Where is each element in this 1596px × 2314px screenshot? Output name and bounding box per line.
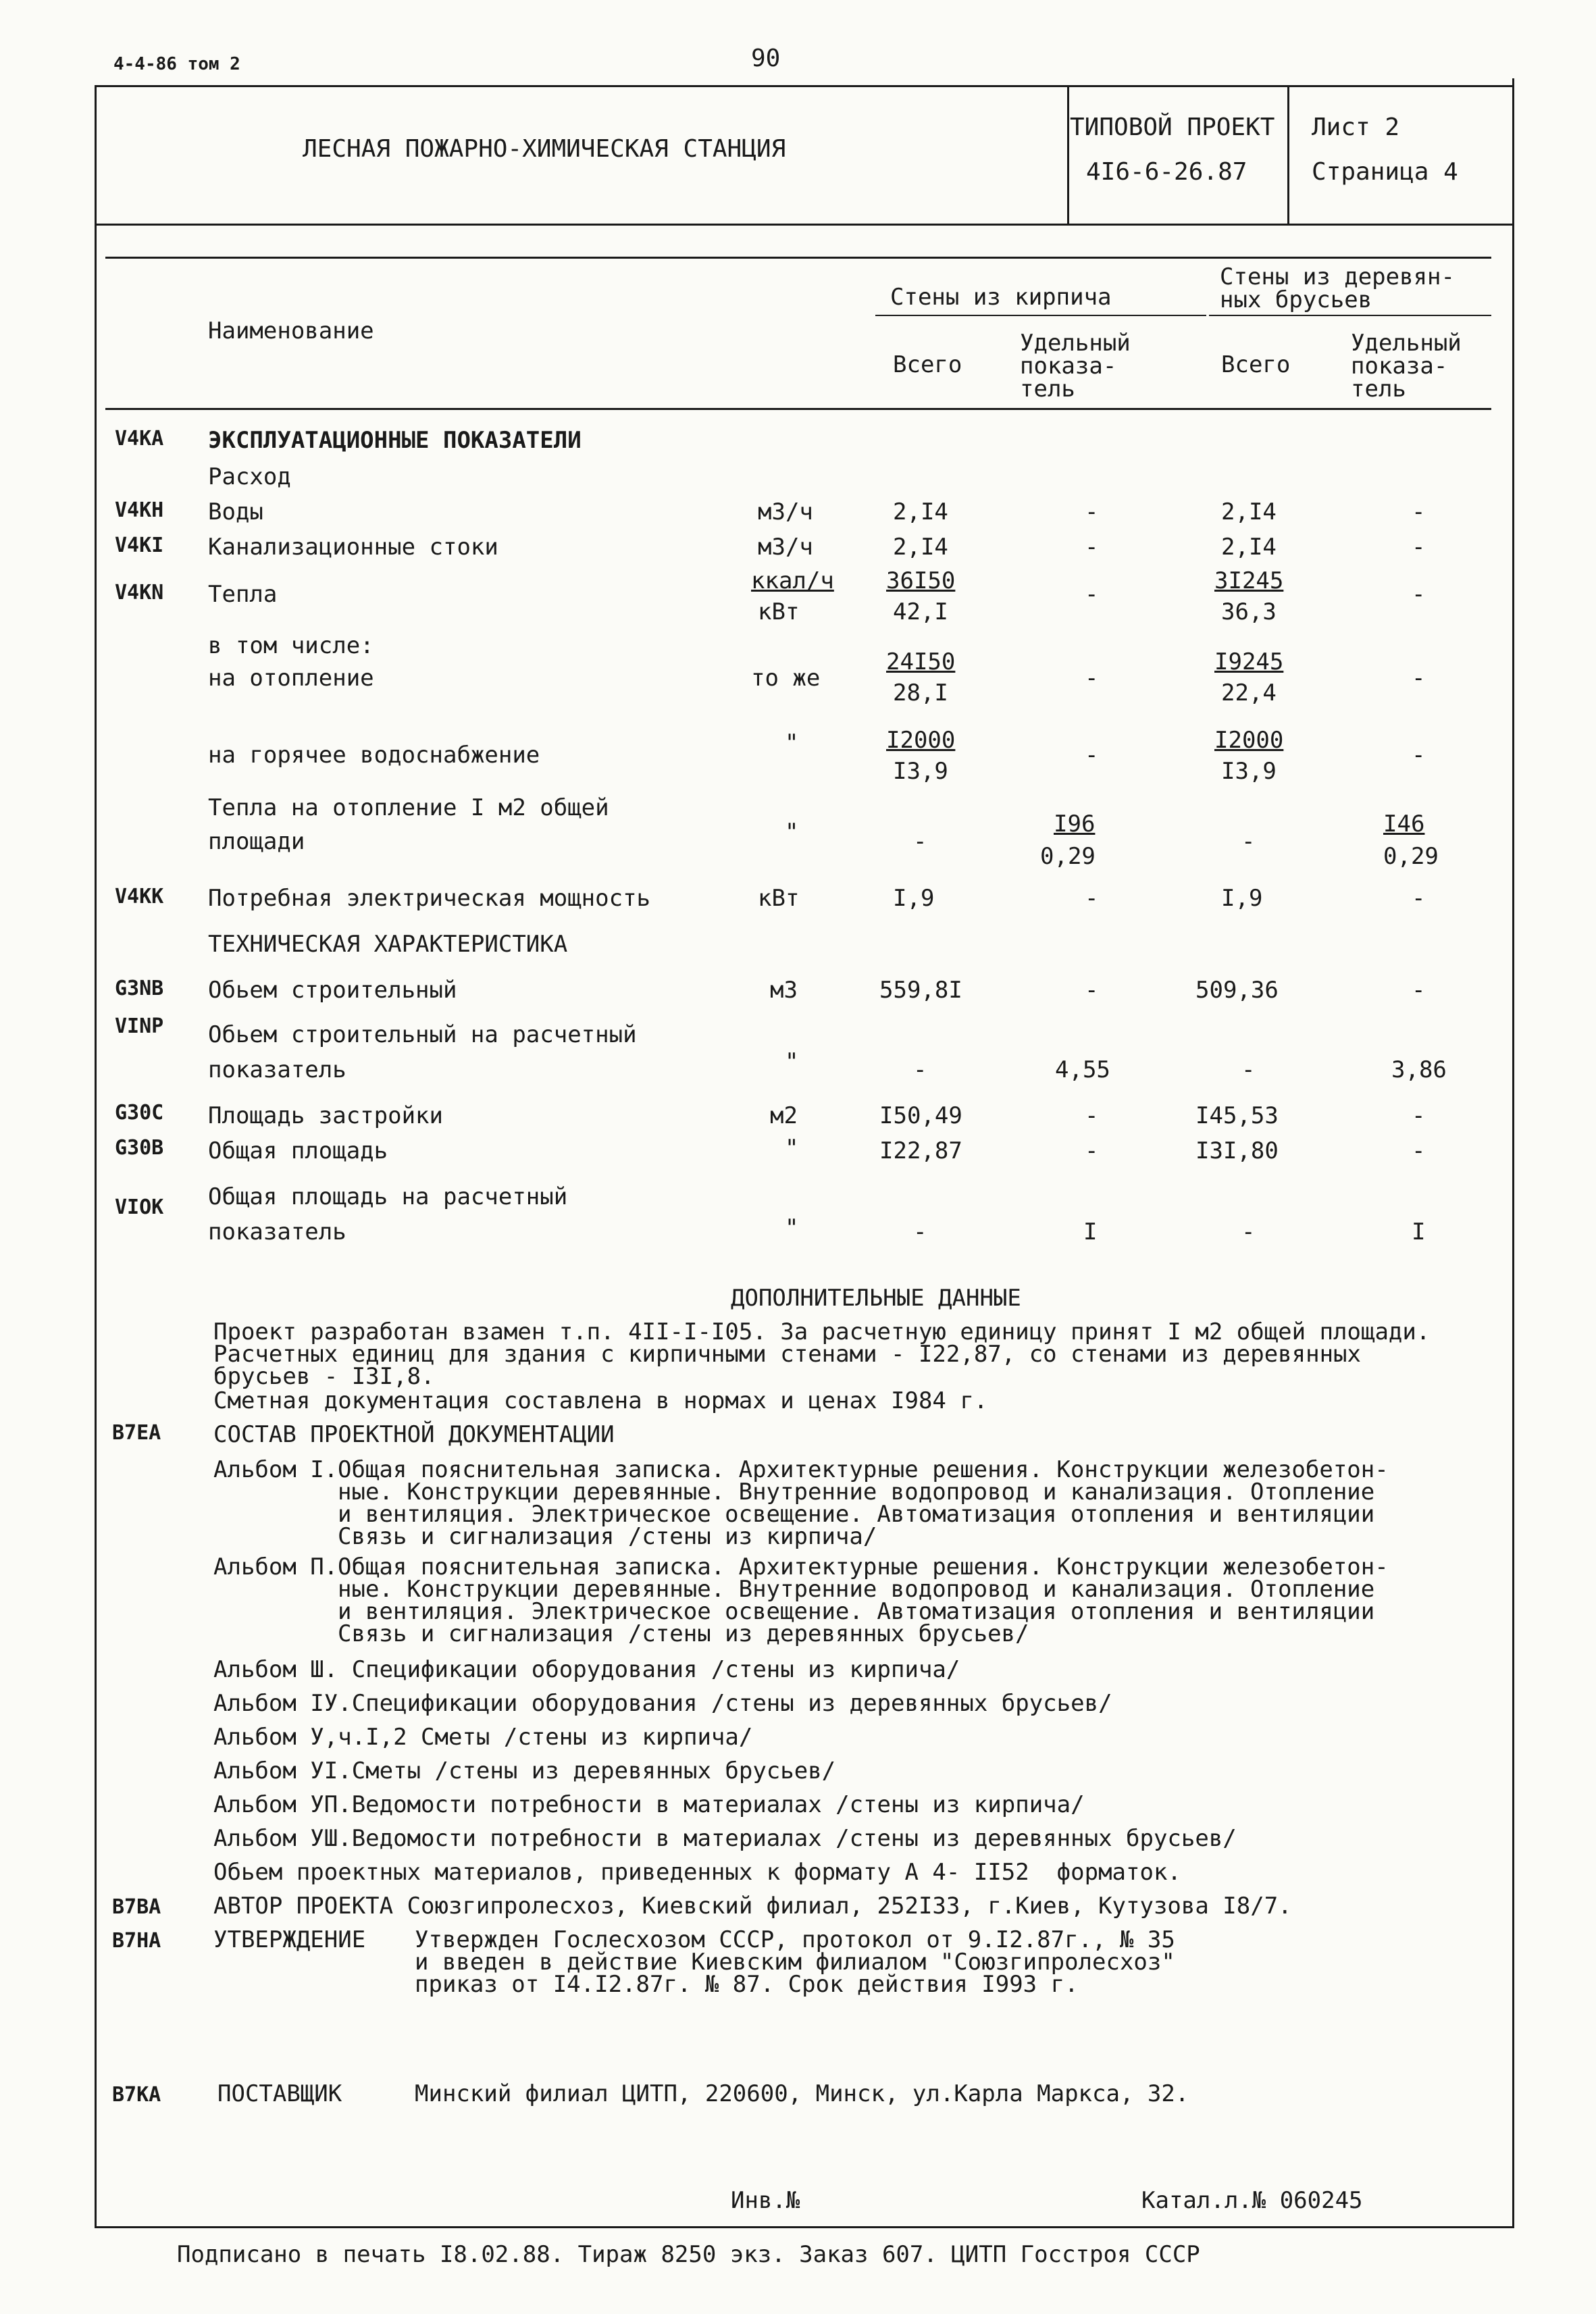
- sheet-number: Лист 2: [1312, 113, 1400, 141]
- album-line: Общая пояснительная записка. Архитектурные решения. Конструкции железобетон-: [338, 1553, 1389, 1580]
- approval-line: и введен в действие Киевским филиалом "Союзгипролесхоз": [415, 1949, 1175, 1976]
- header-brick-spec-2: показа-: [1020, 353, 1117, 380]
- document-reference: 4-4-86 том 2: [113, 54, 240, 74]
- wood-spec: 3,86: [1391, 1056, 1447, 1083]
- brick-header-rule: [875, 315, 1206, 316]
- header-wood-total: Всего: [1221, 351, 1291, 378]
- wood-total: -: [1241, 1056, 1256, 1083]
- header-wood-walls-2: ных брусьев: [1220, 286, 1372, 313]
- wood-spec: -: [1412, 742, 1426, 769]
- row-name: Воды: [208, 498, 263, 525]
- row-unit: кВт: [758, 885, 800, 912]
- table-top-rule: [105, 257, 1491, 259]
- approval-label: УТВЕРЖДЕНИЕ: [213, 1926, 366, 1953]
- row-code: G30C: [115, 1101, 164, 1125]
- approval-line: приказ от I4.I2.87г. № 87. Срок действия I993 г.: [415, 1971, 1079, 1998]
- frame-right: [1512, 78, 1514, 2228]
- brick-spec: -: [1085, 1102, 1099, 1129]
- frame-top: [95, 85, 1514, 87]
- wood-total: I45,53: [1195, 1102, 1279, 1129]
- composition-heading: СОСТАВ ПРОЕКТНОЙ ДОКУМЕНТАЦИИ: [213, 1421, 615, 1448]
- wood-total: -: [1241, 828, 1256, 855]
- header-wood-walls-1: Стены из деревян-: [1220, 263, 1455, 290]
- brick-spec: -: [1085, 581, 1099, 608]
- supplier-label: ПОСТАВЩИК: [217, 2080, 342, 2107]
- wood-spec-lower: 0,29: [1383, 843, 1439, 870]
- row-name-line-1: Тепла на отопление I м2 общей: [208, 794, 609, 821]
- row-code: V4KI: [115, 534, 164, 557]
- frame-bottom: [95, 2226, 1514, 2228]
- album-line: Общая пояснительная записка. Архитектурные решения. Конструкции железобетон-: [338, 1456, 1389, 1483]
- brick-total: 2,I4: [893, 498, 948, 525]
- frame-left: [95, 85, 97, 2228]
- wood-total-kcal: I9245: [1214, 648, 1284, 675]
- brick-total: I50,49: [879, 1102, 962, 1129]
- album-line: и вентиляция. Электрическое освещение. Автоматизация отопления и вентиляции: [338, 1501, 1375, 1528]
- brick-total-kw: 42,I: [893, 598, 948, 625]
- wood-header-rule: [1209, 315, 1491, 316]
- header-brick-total: Всего: [893, 351, 962, 378]
- wood-total: 2,I4: [1221, 498, 1277, 525]
- wood-total: 509,36: [1195, 977, 1279, 1004]
- brick-total: -: [913, 1218, 927, 1245]
- title-divider-1: [1067, 85, 1069, 226]
- wood-spec: -: [1412, 498, 1426, 525]
- wood-total-kcal: 3I245: [1214, 567, 1284, 594]
- header-wood-spec-3: тель: [1351, 376, 1406, 403]
- row-code: G30B: [115, 1136, 164, 1160]
- row-name: Площадь застройки: [208, 1102, 443, 1129]
- wood-spec: -: [1412, 1137, 1426, 1164]
- row-unit-primary: ккал/ч: [751, 567, 834, 594]
- row-name: Расход: [208, 463, 291, 490]
- project-number: 4I6-6-26.87: [1086, 158, 1247, 186]
- row-name: Потребная электрическая мощность: [208, 885, 651, 912]
- row-unit: м3/ч: [758, 534, 813, 561]
- wood-total-kw: 22,4: [1221, 679, 1277, 706]
- row-name: Тепла: [208, 581, 278, 608]
- header-brick-walls: Стены из кирпича: [890, 284, 1112, 311]
- volume-note: Обьем проектных материалов, приведенных к формату А 4- II52 форматок.: [213, 1859, 1181, 1886]
- brick-spec: -: [1085, 498, 1099, 525]
- wood-spec: -: [1412, 977, 1426, 1004]
- row-name-line-1: Обьем строительный на расчетный: [208, 1021, 637, 1048]
- author-line: АВТОР ПРОЕКТА Союзгипролесхоз, Киевский филиал, 252I33, г.Киев, Кутузова I8/7.: [213, 1893, 1292, 1920]
- brick-total: 559,8I: [879, 977, 962, 1004]
- album-line: ные. Конструкции деревянные. Внутренние водопровод и канализация. Отопление: [338, 1479, 1375, 1506]
- brick-total-kw: 28,I: [893, 679, 948, 706]
- row-unit: ": [785, 1135, 799, 1162]
- row-name: Общая площадь: [208, 1137, 388, 1164]
- row-code: V4KN: [115, 581, 164, 605]
- header-name: Наименование: [208, 317, 374, 344]
- note-line: Проект разработан взамен т.п. 4II-I-I05. За расчетную единицу принят I м2 общей площади.: [213, 1318, 1431, 1345]
- wood-spec: I: [1412, 1218, 1426, 1245]
- title-divider-2: [1287, 85, 1289, 226]
- album-label: Альбом I.: [213, 1456, 338, 1483]
- row-code: VIOK: [115, 1195, 164, 1219]
- header-brick-spec-3: тель: [1020, 376, 1075, 403]
- row-code: B7HA: [112, 1929, 161, 1953]
- wood-spec-upper: I46: [1383, 811, 1425, 838]
- row-unit: ": [785, 819, 799, 846]
- brick-spec: I: [1083, 1218, 1098, 1245]
- album-label: Альбом П.: [213, 1553, 338, 1580]
- row-unit: ": [785, 1214, 799, 1241]
- album-line: Альбом Ш. Спецификации оборудования /стены из кирпича/: [213, 1656, 960, 1683]
- print-info: Подписано в печать I8.02.88. Тираж 8250 экз. Заказ 607. ЦИТП Госстроя СССР: [177, 2241, 1200, 2268]
- row-code: B7EA: [112, 1421, 161, 1445]
- row-unit-secondary: кВт: [758, 598, 800, 625]
- row-name-line-2: площади: [208, 828, 305, 855]
- brick-total: -: [913, 1056, 927, 1083]
- catalog-number: Катал.л.№ 060245: [1141, 2187, 1363, 2214]
- brick-total: I,9: [893, 885, 935, 912]
- row-name: на отопление: [208, 665, 374, 692]
- section-heading: ТЕХНИЧЕСКАЯ ХАРАКТЕРИСТИКА: [208, 931, 568, 958]
- row-name-line-1: Общая площадь на расчетный: [208, 1183, 568, 1210]
- header-wood-spec-1: Удельный: [1351, 330, 1462, 357]
- brick-spec-upper: I96: [1054, 811, 1096, 838]
- supplier-line: Минский филиал ЦИТП, 220600, Минск, ул.Карла Маркса, 32.: [415, 2080, 1189, 2107]
- brick-total: -: [913, 828, 927, 855]
- approval-line: Утвержден Гослесхозом СССР, протокол от 9.I2.87г., № 35: [415, 1926, 1175, 1953]
- brick-total-kcal: I2000: [886, 727, 956, 754]
- row-code: G3NB: [115, 977, 164, 1000]
- wood-total: I3I,80: [1195, 1137, 1279, 1164]
- brick-spec: -: [1085, 534, 1099, 561]
- row-name: Обьем строительный: [208, 977, 457, 1004]
- brick-spec: -: [1085, 885, 1099, 912]
- wood-total: -: [1241, 1218, 1256, 1245]
- row-unit: м2: [770, 1102, 798, 1129]
- header-brick-spec-1: Удельный: [1020, 330, 1131, 357]
- wood-spec: -: [1412, 665, 1426, 692]
- wood-total: 2,I4: [1221, 534, 1277, 561]
- row-code: V4KK: [115, 885, 164, 908]
- page-number: 90: [751, 45, 781, 72]
- row-code: V4KH: [115, 498, 164, 522]
- brick-total: I22,87: [879, 1137, 962, 1164]
- brick-total-kcal: 36I50: [886, 567, 956, 594]
- row-name-line-2: показатель: [208, 1218, 346, 1245]
- album-line: Связь и сигнализация /стены из кирпича/: [338, 1523, 877, 1550]
- inventory-number: Инв.№: [731, 2187, 800, 2214]
- document-title: ЛЕСНАЯ ПОЖАРНО-ХИМИЧЕСКАЯ СТАНЦИЯ: [303, 135, 786, 163]
- wood-spec: -: [1412, 885, 1426, 912]
- table-header-bottom-rule: [105, 408, 1491, 410]
- row-unit: ": [785, 729, 799, 756]
- album-line: Связь и сигнализация /стены из деревянных брусьев/: [338, 1620, 1029, 1647]
- brick-spec: -: [1085, 977, 1099, 1004]
- brick-spec: -: [1085, 665, 1099, 692]
- row-unit: м3: [770, 977, 798, 1004]
- row-unit: м3/ч: [758, 498, 813, 525]
- row-code: B7BA: [112, 1895, 161, 1919]
- row-unit: то же: [751, 665, 821, 692]
- note-line: Расчетных единиц для здания с кирпичными стенами - I22,87, со стенами из деревянных: [213, 1341, 1361, 1368]
- additional-heading: ДОПОЛНИТЕЛЬНЫЕ ДАННЫЕ: [731, 1285, 1021, 1312]
- brick-spec: -: [1085, 1137, 1099, 1164]
- title-bottom-rule: [95, 224, 1514, 226]
- estimate-note: Сметная документация составлена в нормах и ценах I984 г.: [213, 1387, 988, 1414]
- note-line: брусьев - I3I,8.: [213, 1363, 435, 1390]
- row-name: Канализационные стоки: [208, 534, 498, 561]
- header-wood-spec-2: показа-: [1351, 353, 1448, 380]
- project-label: ТИПОВОЙ ПРОЕКТ: [1070, 113, 1275, 141]
- page-label: Страница 4: [1312, 158, 1458, 186]
- album-line: ные. Конструкции деревянные. Внутренние водопровод и канализация. Отопление: [338, 1576, 1375, 1603]
- wood-total-kw: 36,3: [1221, 598, 1277, 625]
- brick-spec: 4,55: [1055, 1056, 1110, 1083]
- row-name: на горячее водоснабжение: [208, 742, 540, 769]
- album-line: Альбом IУ.Спецификации оборудования /стены из деревянных брусьев/: [213, 1690, 1112, 1717]
- album-line: Альбом УШ.Ведомости потребности в материалах /стены из деревянных брусьев/: [213, 1825, 1237, 1852]
- row-code: B7KA: [112, 2083, 161, 2107]
- wood-total: I,9: [1221, 885, 1263, 912]
- wood-spec: -: [1412, 534, 1426, 561]
- brick-total: 2,I4: [893, 534, 948, 561]
- section-heading: ЭКСПЛУАТАЦИОННЫЕ ПОКАЗАТЕЛИ: [208, 427, 582, 454]
- brick-spec-lower: 0,29: [1040, 843, 1096, 870]
- album-line: Альбом УП.Ведомости потребности в материалах /стены из кирпича/: [213, 1791, 1085, 1818]
- album-line: Альбом УI.Сметы /стены из деревянных брусьев/: [213, 1757, 836, 1784]
- row-unit: ": [785, 1048, 799, 1075]
- album-line: и вентиляция. Электрическое освещение. Автоматизация отопления и вентиляции: [338, 1598, 1375, 1625]
- wood-total-kw: I3,9: [1221, 758, 1277, 785]
- brick-spec: -: [1085, 742, 1099, 769]
- row-name: в том числе:: [208, 632, 374, 659]
- row-code: VINP: [115, 1014, 164, 1038]
- brick-total-kcal: 24I50: [886, 648, 956, 675]
- row-code: V4KA: [115, 427, 164, 451]
- wood-spec: -: [1412, 581, 1426, 608]
- row-name-line-2: показатель: [208, 1056, 346, 1083]
- brick-total-kw: I3,9: [893, 758, 948, 785]
- wood-spec: -: [1412, 1102, 1426, 1129]
- wood-total-kcal: I2000: [1214, 727, 1284, 754]
- album-line: Альбом У,ч.I,2 Сметы /стены из кирпича/: [213, 1724, 753, 1751]
